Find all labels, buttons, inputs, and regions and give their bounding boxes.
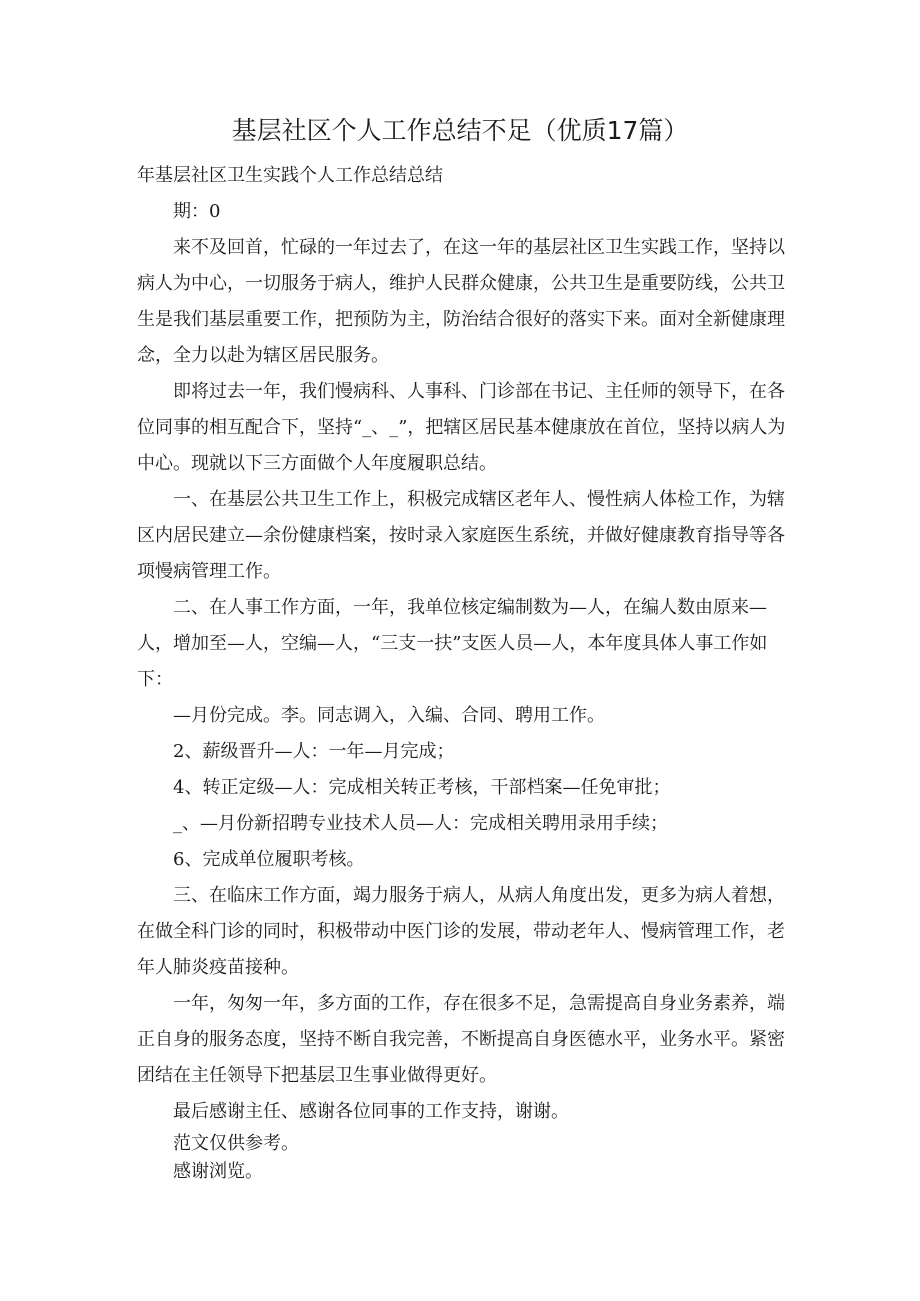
paragraph-section-three: 三、在临床工作方面，竭力服务于病人，从病人角度出发，更多为病人着想，在做全科门诊的同时，积极带动中医门诊的发展，带动老年人、慢病管理工作，老年人肺炎疫苗接种。 — [137, 885, 785, 978]
document-body — [137, 158, 787, 1186]
list-item: —月份完成。李。同志调入，入编、合同、聘用工作。 — [173, 705, 605, 726]
list-item: _、—月份新招聘专业技术人员—人：完成相关聘用录用手续； — [173, 813, 668, 834]
paragraph-overview: 即将过去一年，我们慢病科、人事科、门诊部在书记、主任师的领导下，在各位同事的相互配合下，坚持“_、_”，把辖区居民基本健康放在首位，坚持以病人为中心。现就以下三方面做个人年度履职总结。 — [137, 381, 786, 474]
footer-reference-note: 范文仅供参考。 — [173, 1133, 299, 1154]
document-title: 基层社区个人工作总结不足（优质17篇） — [231, 116, 689, 145]
list-item: 4、转正定级—人：完成相关转正考核，干部档案—任免审批； — [173, 777, 671, 798]
list-item: 2、薪级晋升—人：一年—月完成； — [173, 741, 455, 762]
date-line: 期：0 — [173, 201, 221, 222]
paragraph-thanks: 最后感谢主任、感谢各位同事的工作支持，谢谢。 — [173, 1101, 569, 1122]
footer-thanks-note: 感谢浏览。 — [173, 1161, 263, 1182]
paragraph-section-two: 二、在人事工作方面，一年，我单位核定编制数为—人，在编人数由原来—人，增加至—人，空编—人，“三支一扶”支医人员—人，本年度具体人事工作如下： — [137, 597, 768, 690]
list-item: 6、完成单位履职考核。 — [173, 849, 365, 870]
paragraph-section-one: 一、在基层公共卫生工作上，积极完成辖区老年人、慢性病人体检工作，为辖区内居民建立—余份健康档案，按时录入家庭医生系统，并做好健康教育指导等各项慢病管理工作。 — [137, 489, 785, 582]
paragraph-conclusion: 一年，匆匆一年，多方面的工作，存在很多不足，急需提高自身业务素养，端正自身的服务态度，坚持不断自我完善，不断提高自身医德水平，业务水平。紧密团结在主任领导下把基层卫生事业做得更好。 — [137, 993, 785, 1086]
paragraph-intro: 来不及回首，忙碌的一年过去了，在这一年的基层社区卫生实践工作，坚持以病人为中心，一切服务于病人，维护人民群众健康，公共卫生是重要防线，公共卫生是我们基层重要工作，把预防为主，防治结合很好的落实下来。面对全新健康理念，全力以赴为辖区居民服务。 — [137, 237, 785, 366]
subtitle-line: 年基层社区卫生实践个人工作总结总结 — [137, 165, 443, 186]
